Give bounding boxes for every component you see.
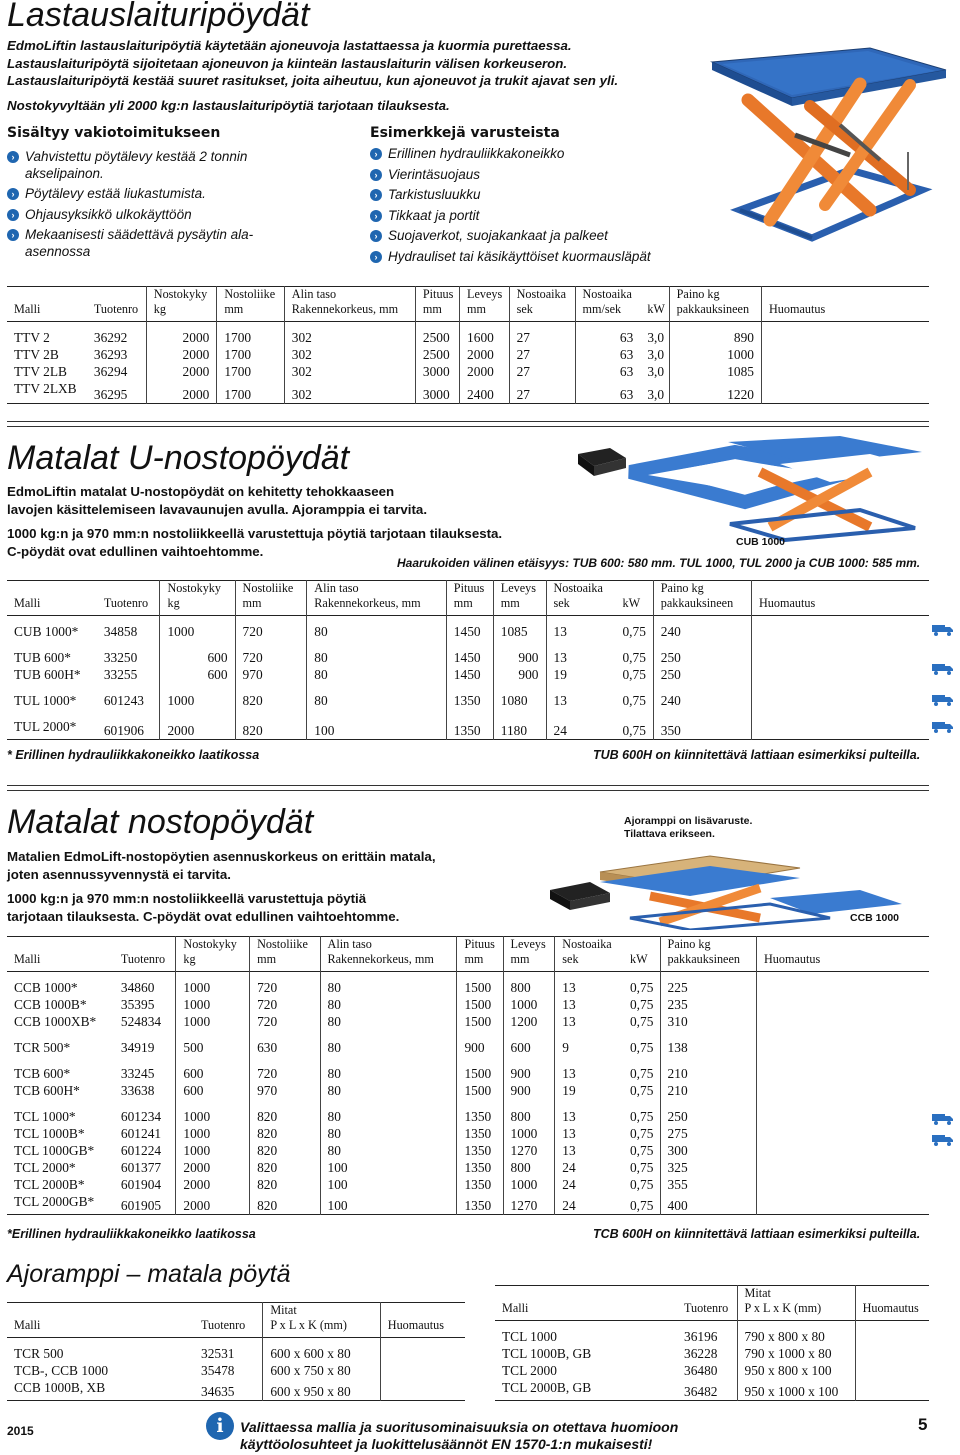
table-row: TCL 2000B, GB 36482 950 x 1000 x 100 xyxy=(495,1379,929,1401)
column-header: Mitat P x L x K (mm) xyxy=(737,1286,855,1321)
table-row xyxy=(7,1082,929,1099)
standard-list xyxy=(7,149,297,260)
table-cell: 0,75 xyxy=(629,1160,654,1175)
section-title: Matalat U-nostopöydät xyxy=(7,439,350,477)
chevron-right-icon: › xyxy=(7,229,19,241)
list-item: › Suojaverkot, suojakankaat ja palkeet xyxy=(370,228,710,245)
table-cell: 1270 xyxy=(503,1193,555,1215)
info-icon: i xyxy=(206,1412,234,1440)
table-cell: 0,75 xyxy=(629,1198,654,1213)
table-cell: 720 xyxy=(250,1056,320,1082)
chevron-right-icon: › xyxy=(370,189,382,201)
figure-caption: CUB 1000 xyxy=(736,536,786,548)
table-cell: 13 xyxy=(555,1125,623,1142)
table-cell: 35395 xyxy=(120,997,155,1012)
intro-line: EdmoLiftin matalat U-nostopöydät on kehitetty tehokkaaseen xyxy=(7,484,395,499)
table-cell: 1500 xyxy=(457,1056,503,1082)
table-cell: TCB 600* xyxy=(14,1066,71,1081)
table-cell: 80 xyxy=(320,1142,457,1159)
table-cell: 300 xyxy=(660,1142,756,1159)
u-table xyxy=(7,580,929,740)
table-cell: TCB 600H* xyxy=(14,1083,80,1098)
column-header: kW xyxy=(629,952,648,966)
table-row: CUB 1000* 34858 1000 720 80 1450 1085 13 0,75 240 xyxy=(7,616,929,641)
table-row xyxy=(7,1125,929,1142)
table-cell: 600 xyxy=(503,1030,555,1056)
table-row xyxy=(7,972,929,997)
table-cell: 13 xyxy=(555,1099,623,1125)
column-header: kW xyxy=(647,302,665,316)
table-cell: 601241 xyxy=(120,1126,162,1141)
table-row xyxy=(7,996,929,1013)
table-cell: 80 xyxy=(320,1013,457,1030)
column-header: Malli xyxy=(502,1301,529,1315)
table-cell: 630 xyxy=(250,1030,320,1056)
table-cell: 1000 xyxy=(176,1099,250,1125)
table-cell xyxy=(757,972,930,997)
table-cell xyxy=(757,1176,930,1193)
table-row xyxy=(7,1013,929,1030)
column-header: Huomautus xyxy=(380,1303,465,1338)
table-cell: TCL 2000B* xyxy=(14,1177,85,1192)
column-header: Mitat P x L x K (mm) xyxy=(263,1303,380,1338)
table-cell: 600 xyxy=(176,1082,250,1099)
column-header: Leveys mm xyxy=(503,937,555,972)
intro-text xyxy=(7,37,707,114)
table-cell: 33638 xyxy=(120,1083,155,1098)
table-cell: 13 xyxy=(555,972,623,997)
table-cell: 34919 xyxy=(120,1040,155,1055)
table-header-row xyxy=(7,287,929,322)
table-cell: 0,75 xyxy=(629,1066,654,1081)
column-header: Tuotenro xyxy=(103,596,149,610)
table-cell: 138 xyxy=(660,1030,756,1056)
list-item: › Hydrauliset tai käsikäyttöiset kuormausläpät xyxy=(370,249,710,266)
list-item: › Vahvistettu pöytälevy kestää 2 tonnin akselipainon. xyxy=(7,149,297,182)
column-header: Leveys mm xyxy=(493,581,546,616)
list-item: › Tikkaat ja portit xyxy=(370,208,710,225)
table-cell: 13 xyxy=(555,1013,623,1030)
column-header: Leveys mm xyxy=(460,287,510,322)
list-item: › Pöytälevy estää liukastumista. xyxy=(7,186,297,203)
table-cell: 970 xyxy=(250,1082,320,1099)
table-cell: 720 xyxy=(250,972,320,997)
list-item: › Ohjausyksikkö ulkokäyttöön xyxy=(7,207,297,224)
table-cell: 210 xyxy=(660,1082,756,1099)
column-header: kW xyxy=(622,596,641,610)
table-cell: 0,75 xyxy=(629,1126,654,1141)
standard-heading: Sisältyy vakiotoimitukseen xyxy=(7,125,221,141)
table-cell: 800 xyxy=(503,1099,555,1125)
scissor-lift-illustration xyxy=(700,40,950,265)
table-cell: 1350 xyxy=(457,1142,503,1159)
table-cell: 0,75 xyxy=(629,1143,654,1158)
intro-line: tarjotaan tilauksesta. C-pöydät ovat edullinen vaihtoehtomme. xyxy=(7,908,400,924)
table-cell: 1000 xyxy=(176,1142,250,1159)
table-cell: 900 xyxy=(457,1030,503,1056)
column-header: Pituus mm xyxy=(446,581,493,616)
table-row xyxy=(7,1099,929,1125)
table-cell: TCL 1000B* xyxy=(14,1126,85,1141)
table-cell: 500 xyxy=(176,1030,250,1056)
truck-icon xyxy=(932,662,954,675)
page-year: 2015 xyxy=(7,1424,34,1438)
table-cell: 1000 xyxy=(503,1125,555,1142)
table-cell: 0,75 xyxy=(629,1083,654,1098)
table-cell: 34860 xyxy=(120,980,155,995)
intro-line: lavojen käsittelemiseen lavavaunujen avulla. Ajoramppia ei tarvita. xyxy=(7,501,428,517)
chevron-right-icon: › xyxy=(370,169,382,181)
table-cell: TCL 2000GB* xyxy=(14,1194,95,1209)
ramp-note: Ajoramppi on lisävaruste. Tilattava erikseen. xyxy=(624,815,753,840)
table-cell xyxy=(757,996,930,1013)
table-cell xyxy=(757,1013,930,1030)
table-cell: 1350 xyxy=(457,1193,503,1215)
table-cell xyxy=(757,1056,930,1082)
accessories-list xyxy=(370,146,710,265)
column-header: Nostoaika sek xyxy=(546,581,615,616)
table-cell: 1350 xyxy=(457,1099,503,1125)
table-cell: 13 xyxy=(555,996,623,1013)
table-cell: 800 xyxy=(503,1159,555,1176)
table-cell: 19 xyxy=(555,1082,623,1099)
table-cell: 235 xyxy=(660,996,756,1013)
column-header: Malli xyxy=(14,952,41,966)
table-row: TCL 1000B, GB 36228 790 x 1000 x 80 xyxy=(495,1345,929,1362)
ramp-table-right xyxy=(495,1285,929,1401)
table-cell: 400 xyxy=(660,1193,756,1215)
section-intro xyxy=(7,848,547,925)
table-row xyxy=(7,1193,929,1215)
column-header: Huomautus xyxy=(752,581,930,616)
table-cell: 80 xyxy=(320,1056,457,1082)
column-header: Paino kg pakkauksineen xyxy=(669,287,761,322)
column-header: Tuotenro xyxy=(201,1318,246,1332)
table-cell: 1500 xyxy=(457,996,503,1013)
accessories-heading: Esimerkkejä varusteista xyxy=(370,125,560,141)
list-item: › Vierintäsuojaus xyxy=(370,167,710,184)
column-header: Paino kg pakkauksineen xyxy=(653,581,751,616)
column-header: Tuotenro xyxy=(93,302,139,316)
table-row xyxy=(7,1056,929,1082)
table-cell: 2000 xyxy=(176,1159,250,1176)
column-header: Nostoliike mm xyxy=(217,287,284,322)
table-cell: 100 xyxy=(320,1159,457,1176)
table-row xyxy=(7,1142,929,1159)
chevron-right-icon: › xyxy=(7,188,19,200)
column-header: Pituus mm xyxy=(457,937,503,972)
column-header: Paino kg pakkauksineen xyxy=(660,937,756,972)
column-header: Nostoliike mm xyxy=(235,581,307,616)
table-cell: 250 xyxy=(660,1099,756,1125)
column-header: Tuotenro xyxy=(120,952,166,966)
table-cell: TCL 1000* xyxy=(14,1109,76,1124)
column-header: Huomautus xyxy=(855,1286,929,1321)
table-row: TTV 2LXB 36295 2000 1700 302 3000 2400 27 63 3,0 1220 xyxy=(7,380,929,404)
table-header-row xyxy=(7,937,929,972)
table-cell: 275 xyxy=(660,1125,756,1142)
table-cell: 80 xyxy=(320,972,457,997)
column-header: Nostoaika mm/sek xyxy=(575,287,640,322)
table-cell: 820 xyxy=(250,1099,320,1125)
section-title: Matalat nostopöydät xyxy=(7,803,314,841)
table-cell: 80 xyxy=(320,1030,457,1056)
page-title: Lastauslaituripöydät xyxy=(7,0,310,34)
table-cell: 9 xyxy=(555,1030,623,1056)
ramp-table-left xyxy=(7,1302,465,1401)
table-cell: 1270 xyxy=(503,1142,555,1159)
table-cell: 13 xyxy=(555,1142,623,1159)
table-cell: 13 xyxy=(555,1056,623,1082)
c-table xyxy=(7,936,929,1215)
table-cell: 24 xyxy=(555,1193,623,1215)
table-cell: 900 xyxy=(503,1056,555,1082)
table-cell: 24 xyxy=(555,1159,623,1176)
table-cell: 1350 xyxy=(457,1159,503,1176)
table-cell: 2000 xyxy=(176,1193,250,1215)
table-cell: 601224 xyxy=(120,1143,162,1158)
intro-line: Nostokyvyltään yli 2000 kg:n lastauslaituripöytiä tarjotaan tilauksesta. xyxy=(7,97,450,113)
column-header: Nostoaika sek xyxy=(555,937,623,972)
table-cell: 820 xyxy=(250,1193,320,1215)
table-cell: 1350 xyxy=(457,1176,503,1193)
column-header: Alin taso Rakennekorkeus, mm xyxy=(284,287,415,322)
chevron-right-icon: › xyxy=(370,210,382,222)
chevron-right-icon: › xyxy=(370,230,382,242)
column-header: Malli xyxy=(14,1318,41,1332)
table-row: TCL 1000 36196 790 x 800 x 80 xyxy=(495,1321,929,1346)
table-row: TCL 2000 36480 950 x 800 x 100 xyxy=(495,1362,929,1379)
section-divider xyxy=(7,785,929,791)
column-header: Nostokyky kg xyxy=(176,937,250,972)
table-cell: 355 xyxy=(660,1176,756,1193)
truck-icon xyxy=(932,720,954,733)
table-row: TUL 2000* 601906 2000 820 100 1350 1180 24 0,75 350 xyxy=(7,709,929,740)
table-cell: 601904 xyxy=(120,1177,162,1192)
table-cell: 1000 xyxy=(503,1176,555,1193)
chevron-right-icon: › xyxy=(7,151,19,163)
table-cell: 800 xyxy=(503,972,555,997)
list-item: › Mekaanisesti säädettävä pysäytin ala-asennossa xyxy=(7,227,265,260)
intro-line: Matalien EdmoLift-nostopöytien asennuskorkeus on erittäin matala, xyxy=(7,849,436,864)
table-cell: 601234 xyxy=(120,1109,162,1124)
table-cell: 80 xyxy=(320,1082,457,1099)
intro-line: 1000 kg:n ja 970 mm:n nostoliikkeellä varustettuja pöytiä tarjotaan tilauksesta. xyxy=(7,526,503,541)
table-cell: 310 xyxy=(660,1013,756,1030)
table-cell: 100 xyxy=(320,1176,457,1193)
table-cell: 210 xyxy=(660,1056,756,1082)
table-cell xyxy=(757,1125,930,1142)
table-header-row xyxy=(495,1286,929,1321)
chevron-right-icon: › xyxy=(370,251,382,263)
table-cell: TCL 2000* xyxy=(14,1160,76,1175)
ttv-table xyxy=(7,286,929,404)
section-intro xyxy=(7,483,567,560)
table-row: TCR 500 32531 600 x 600 x 80 xyxy=(7,1338,465,1363)
table-row: TTV 2LB 36294 2000 1700 302 3000 2000 27 63 3,0 1085 xyxy=(7,363,929,380)
table-cell: 2000 xyxy=(176,1176,250,1193)
table-cell: 24 xyxy=(555,1176,623,1193)
table-cell: 1000 xyxy=(176,1013,250,1030)
footnote-right: TUB 600H on kiinnitettävä lattiaan esimerkiksi pulteilla. xyxy=(593,748,921,762)
table-cell: 820 xyxy=(250,1159,320,1176)
table-row: CCB 1000B, XB 34635 600 x 950 x 80 xyxy=(7,1379,465,1401)
column-header: Malli xyxy=(14,302,41,316)
table-cell: 1000 xyxy=(176,972,250,997)
table-cell: 325 xyxy=(660,1159,756,1176)
table-cell: CCB 1000B* xyxy=(14,997,87,1012)
table-row xyxy=(7,1030,929,1056)
table-row: TTV 2B 36293 2000 1700 302 2500 2000 27 63 3,0 1000 xyxy=(7,346,929,363)
table-cell: 720 xyxy=(250,996,320,1013)
intro-line: EdmoLiftin lastauslaituripöytiä käytetään ajoneuvoja lastattaessa ja kuormia purettaessa. xyxy=(7,38,572,53)
table-cell xyxy=(757,1030,930,1056)
column-header: Tuotenro xyxy=(684,1301,729,1315)
table-row xyxy=(7,1176,929,1193)
table-cell: 524834 xyxy=(120,1014,162,1029)
table-cell: 0,75 xyxy=(629,1040,654,1055)
u-lift-illustration xyxy=(570,432,940,542)
intro-line: 1000 kg:n ja 970 mm:n nostoliikkeellä varustettuja pöytiä xyxy=(7,891,367,906)
intro-line: Lastauslaituripöytä sijoitetaan ajoneuvon ja kiinteän lastauslaiturin välisen korkeuseron. xyxy=(7,55,568,71)
table-cell: 1500 xyxy=(457,1082,503,1099)
table-cell: 80 xyxy=(320,1099,457,1125)
footer-note: Valittaessa mallia ja suoritusominaisuuksia on otettava huomioon käyttöolosuhteet ja luokittelusäännöt EN 1570-1:n mukaisesti! xyxy=(240,1419,679,1452)
column-header: Huomautus xyxy=(762,287,930,322)
table-cell: 820 xyxy=(250,1142,320,1159)
table-cell: 720 xyxy=(250,1013,320,1030)
table-cell: 100 xyxy=(320,1193,457,1215)
table-row: TCB-, CCB 1000 35478 600 x 750 x 80 xyxy=(7,1362,465,1379)
table-cell: 601377 xyxy=(120,1160,162,1175)
intro-line: joten asennussyvennystä ei tarvita. xyxy=(7,866,231,882)
table-cell: TCL 1000GB* xyxy=(14,1143,95,1158)
table-cell: 0,75 xyxy=(629,997,654,1012)
table-cell: 1200 xyxy=(503,1013,555,1030)
fork-note: Haarukoiden välinen etäisyys: TUB 600: 580 mm. TUL 1000, TUL 2000 ja CUB 1000: 585 mm. xyxy=(397,556,921,570)
table-cell: 1000 xyxy=(503,996,555,1013)
table-cell: 1000 xyxy=(176,1125,250,1142)
truck-icon xyxy=(932,693,954,706)
table-cell: 820 xyxy=(250,1125,320,1142)
table-header-row xyxy=(7,581,929,616)
column-header: Nostoaika sek xyxy=(509,287,575,322)
truck-icon xyxy=(932,1112,954,1125)
table-header-row xyxy=(7,1303,465,1338)
footnote-left: * Erillinen hydrauliikkakoneikko laatikossa xyxy=(7,748,260,762)
intro-line: Lastauslaituripöytä kestää suuret rasitukset, joita aiheutuu, kun ajoneuvot ja trukit ajavat sen yli. xyxy=(7,73,619,88)
table-cell: 1500 xyxy=(457,972,503,997)
table-cell: 0,75 xyxy=(629,1109,654,1124)
table-cell xyxy=(757,1142,930,1159)
table-cell: 80 xyxy=(320,996,457,1013)
truck-icon xyxy=(932,623,954,636)
table-cell: 225 xyxy=(660,972,756,997)
section-title: Ajoramppi – matala pöytä xyxy=(7,1260,291,1288)
table-row: TUL 1000* 601243 1000 820 80 1350 1080 13 0,75 240 xyxy=(7,683,929,709)
footnote-left: *Erillinen hydrauliikkakoneikko laatikossa xyxy=(7,1227,256,1241)
figure-caption: CCB 1000 xyxy=(850,912,900,924)
table-row: TUB 600H* 33255 600 970 80 1450 900 19 0,75 250 xyxy=(7,666,929,683)
table-cell: 33245 xyxy=(120,1066,155,1081)
chevron-right-icon: › xyxy=(370,148,382,160)
table-row xyxy=(7,1159,929,1176)
table-cell: 1000 xyxy=(176,996,250,1013)
table-cell: 1500 xyxy=(457,1013,503,1030)
table-cell: 1350 xyxy=(457,1125,503,1142)
list-item: › Erillinen hydrauliikkakoneikko xyxy=(370,146,710,163)
column-header: Pituus mm xyxy=(415,287,459,322)
table-cell: 0,75 xyxy=(629,1177,654,1192)
table-cell: 900 xyxy=(503,1082,555,1099)
table-cell: 80 xyxy=(320,1125,457,1142)
column-header: Malli xyxy=(14,596,41,610)
table-cell: 0,75 xyxy=(629,980,654,995)
column-header: Alin taso Rakennekorkeus, mm xyxy=(320,937,457,972)
truck-icon xyxy=(932,1133,954,1146)
table-cell: CCB 1000XB* xyxy=(14,1014,97,1029)
section-divider xyxy=(7,421,929,427)
column-header: Huomautus xyxy=(757,937,930,972)
table-cell xyxy=(757,1099,930,1125)
table-cell: TCR 500* xyxy=(14,1040,71,1055)
page-number: 5 xyxy=(918,1415,928,1434)
column-header: Alin taso Rakennekorkeus, mm xyxy=(307,581,447,616)
table-cell: 820 xyxy=(250,1176,320,1193)
table-cell xyxy=(757,1159,930,1176)
table-cell: CCB 1000* xyxy=(14,980,78,995)
table-row: TUB 600* 33250 600 720 80 1450 900 13 0,75 250 xyxy=(7,640,929,666)
table-cell xyxy=(757,1082,930,1099)
table-row: TTV 2 36292 2000 1700 302 2500 1600 27 63 3,0 890 xyxy=(7,322,929,347)
table-cell: 0,75 xyxy=(629,1014,654,1029)
column-header: Nostokyky kg xyxy=(160,581,235,616)
footnote-right: TCB 600H on kiinnitettävä lattiaan esimerkiksi pulteilla. xyxy=(593,1227,921,1241)
intro-line: C-pöydät ovat edullinen vaihtoehtomme. xyxy=(7,543,264,559)
table-cell xyxy=(757,1193,930,1215)
table-cell: 600 xyxy=(176,1056,250,1082)
chevron-right-icon: › xyxy=(7,209,19,221)
list-item: › Tarkistusluukku xyxy=(370,187,710,204)
column-header: Nostokyky kg xyxy=(146,287,217,322)
table-cell: 601905 xyxy=(120,1198,162,1213)
column-header: Nostoliike mm xyxy=(250,937,320,972)
